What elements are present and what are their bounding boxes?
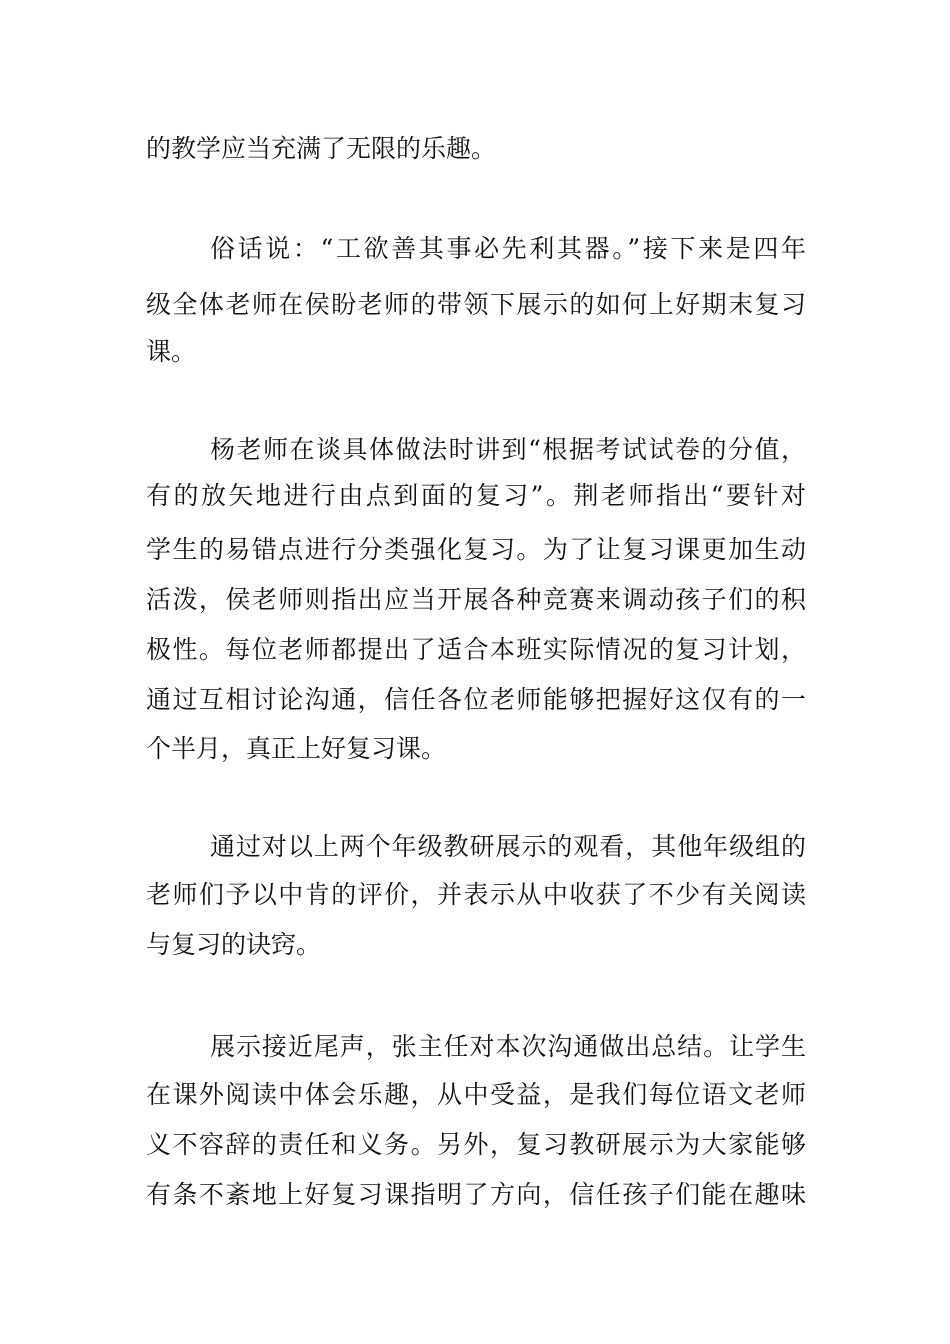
- paragraph-line: 极性。每位老师都提出了适合本班实际情况的复习计划，: [146, 635, 806, 664]
- paragraph-line: 个半月，真正上好复习课。: [146, 734, 447, 763]
- paragraph-line: 有的放矢地进行由点到面的复习”。荆老师指出“要针对: [146, 481, 806, 510]
- paragraph-line: 通过互相讨论沟通，信任各位老师能够把握好这仅有的一: [146, 685, 806, 714]
- paragraph-line: 有条不紊地上好复习课指明了方向，信任孩子们能在趣味: [146, 1180, 806, 1209]
- paragraph-line: 与复习的诀窍。: [146, 930, 322, 959]
- paragraph-line: 级全体老师在侯盼老师的带领下展示的如何上好期末复习: [146, 290, 806, 319]
- paragraph-line: 在课外阅读中体会乐趣，从中受益，是我们每位语文老师: [146, 1080, 806, 1109]
- paragraph-line: 老师们予以中肯的评价，并表示从中收获了不少有关阅读: [146, 880, 806, 909]
- paragraph-line: 学生的易错点进行分类强化复习。为了让复习课更加生动: [146, 535, 806, 564]
- paragraph-line: 杨老师在谈具体做法时讲到“根据考试试卷的分值，: [210, 435, 806, 464]
- paragraph-line: 俗话说：“工欲善其事必先利其器。”接下来是四年: [210, 234, 806, 263]
- paragraph-line: 活泼，侯老师则指出应当开展各种竞赛来调动孩子们的积: [146, 585, 806, 614]
- paragraph-line: 课。: [146, 337, 197, 366]
- paragraph-line: 展示接近尾声，张主任对本次沟通做出总结。让学生: [210, 1032, 806, 1061]
- paragraph-line: 的教学应当充满了无限的乐趣。: [146, 134, 497, 163]
- paragraph-line: 通过对以上两个年级教研展示的观看，其他年级组的: [210, 832, 806, 861]
- paragraph-line: 义不容辞的责任和义务。另外，复习教研展示为大家能够: [146, 1130, 806, 1159]
